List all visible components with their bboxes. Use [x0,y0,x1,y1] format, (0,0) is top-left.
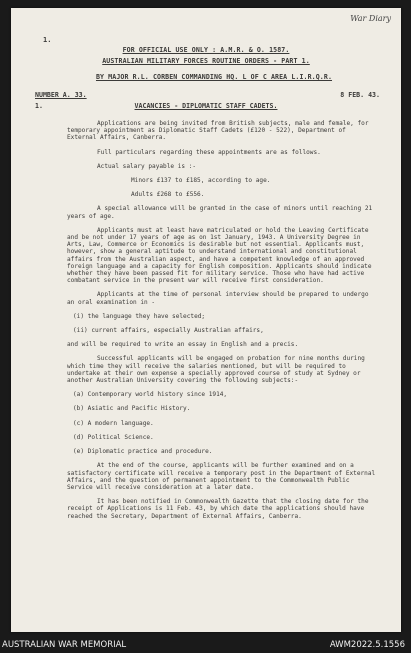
paragraph-4: A special allowance will be granted in the case of minors until reaching 21 years of age. [67,205,373,220]
subject-item-e: (e) Diplomatic practice and procedure. [73,448,213,456]
paragraph-5: Applicants must at least have matriculated or hold the Leaving Certificate and be not under 17 years of age as on 1st January, 1943. A University Degree in Arts, Law, Commerce or Economics is desirable but not essential. Applicants must, however, show a general aptitude to understand international and constitutional affairs from the Australian aspect, and have a competent knowledge of an approved foreign language and a capacity for English composition. Applicants should indicate whether they have been passed fit for military service. Those who have had active combatant service in the present war will receive first consideration. [67,226,372,285]
subject-item-c: (c) A modern language. [73,419,154,427]
salary-minors: Minors £137 to £185, according to age. [131,177,271,185]
paragraph-6: Applicants at the time of personal interview should be prepared to undergo an oral examination in - [67,291,369,306]
order-subject: VACANCIES - DIPLOMATIC STAFF CADETS. [134,102,278,110]
header-line-2: AUSTRALIAN MILITARY FORCES ROUTINE ORDERS - PART 1. [102,57,310,65]
exam-item-ii: (ii) current affairs, especially Australian affairs, [73,327,264,335]
subject-item-d: (d) Political Science. [73,433,154,441]
order-date: 8 FEB. 43. [340,91,380,99]
footer-reference: AWM2022.5.1556 [329,640,405,650]
order-number: NUMBER A. 33. [35,91,87,99]
paragraph-1: Applications are being invited from British subjects, male and female, for temporary appointment as Diplomatic Staff Cadets (£120 - 522), Department of External Affairs, Canberra. [67,120,369,142]
paragraph-10: It has been notified in Commonwealth Gazette that the closing date for the receipt of Applications is 11 Feb. 43, by which date the applications should have reached the Secretary, Department of External Affairs, Canberra. [67,498,369,520]
subject-item-b: (b) Asiatic and Pacific History. [73,405,191,413]
paragraph-3: Actual salary payable is :- [97,162,197,170]
subject-item-a: (a) Contemporary world history since 1914, [73,391,228,399]
exam-item-i: (i) the language they have selected; [73,312,206,320]
item-number: 1. [35,102,43,110]
paragraph-2: Full particulars regarding these appointments are as follows. [97,148,321,156]
salary-adults: Adults £268 to £556. [131,191,205,199]
archive-footer [0,638,411,653]
header-line-1: FOR OFFICIAL USE ONLY : A.M.R. & O. 1587. [122,46,290,54]
document-page [11,8,401,632]
page-number: 1. [43,36,52,44]
paragraph-9: At the end of the course, applicants will be further examined and on a satisfactory certificate will receive a temporary post in the Department of External Affairs, and the question of permanent appointment to the Commonwealth Public Service will receive consideration at a later date. [67,462,376,491]
paragraph-7: and will be required to write an essay in English and a precis. [67,341,299,349]
handwritten-note: War Diary [350,14,391,23]
footer-institution: AUSTRALIAN WAR MEMORIAL [2,640,127,650]
order-body [67,120,377,527]
header-line-3: BY MAJOR R.L. CORBEN COMMANDING HQ. L OF C AREA L.I.R.Q.R. [95,73,333,81]
paragraph-8: Successful applicants will be engaged on probation for nine months during which time they will receive the salaries mentioned, but will be required to undertake at their own expense a specially approved course of study at Sydney or another Australian University covering the following subjects:- [67,355,365,385]
